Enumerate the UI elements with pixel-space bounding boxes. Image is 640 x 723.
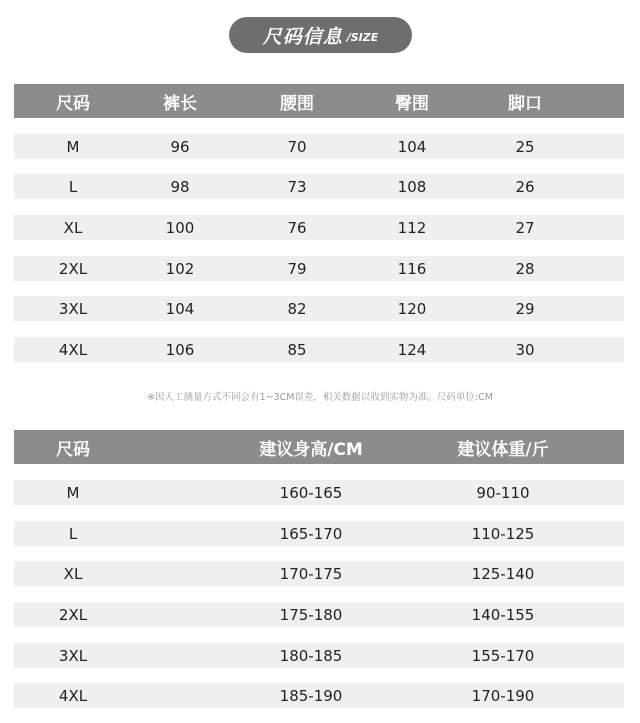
table-cell: 73: [287, 177, 307, 196]
table-cell: 29: [515, 299, 535, 318]
table-row: [14, 602, 624, 627]
table-cell: M: [66, 137, 80, 156]
table-cell: 165-170: [279, 524, 343, 543]
table-cell: 2XL: [58, 605, 88, 624]
table-row: [14, 215, 624, 240]
size-info-title-pill: [229, 17, 412, 53]
table-cell: M: [66, 483, 80, 502]
table-cell: 120: [397, 299, 427, 318]
table-header: [14, 84, 624, 118]
table-row: [14, 174, 624, 199]
table-cell: 98: [170, 177, 190, 196]
table-row: [14, 521, 624, 546]
table-row: [14, 480, 624, 505]
table-cell: 104: [397, 137, 427, 156]
table-cell: 160-165: [279, 483, 343, 502]
table-row: [14, 296, 624, 321]
table-cell: 100: [165, 218, 195, 237]
table-cell: XL: [63, 218, 83, 237]
title-en: /SIZE: [346, 31, 379, 44]
table-cell: 185-190: [279, 686, 343, 705]
table-cell: 175-180: [279, 605, 343, 624]
header-cell: 建议体重/斤: [457, 439, 549, 460]
table-row: [14, 134, 624, 159]
header-cell: 尺码: [56, 439, 90, 460]
table-cell: 96: [170, 137, 190, 156]
table-cell: 2XL: [58, 259, 88, 278]
table-cell: 108: [397, 177, 427, 196]
table-cell: 106: [165, 340, 195, 359]
table-cell: 30: [515, 340, 535, 359]
table-cell: 102: [165, 259, 195, 278]
table-cell: 170-190: [471, 686, 535, 705]
table-cell: 116: [397, 259, 427, 278]
table-cell: 25: [515, 137, 535, 156]
table-cell: 155-170: [471, 646, 535, 665]
table-cell: 85: [287, 340, 307, 359]
table-cell: 3XL: [58, 646, 88, 665]
table-cell: 170-175: [279, 564, 343, 583]
title-zh: 尺码信息: [262, 25, 343, 48]
table-cell: 124: [397, 340, 427, 359]
table-cell: L: [68, 524, 78, 543]
table-cell: 112: [397, 218, 427, 237]
table-header: [14, 430, 624, 464]
table-cell: 180-185: [279, 646, 343, 665]
table-row: [14, 643, 624, 668]
table-cell: 4XL: [58, 340, 88, 359]
table-row: [14, 337, 624, 362]
header-cell: 裤长: [163, 93, 197, 114]
measurement-note: ※因人工测量方式不同会有1~3CM误差，相关数据以收到实物为准。尺码单位:CM: [147, 392, 493, 403]
table-cell: 79: [287, 259, 307, 278]
table-cell: 90-110: [476, 483, 530, 502]
table-cell: L: [68, 177, 78, 196]
table-cell: XL: [63, 564, 83, 583]
header-cell: 腰围: [280, 93, 314, 114]
table-cell: 110-125: [471, 524, 535, 543]
header-cell: 臀围: [395, 93, 429, 114]
header-cell: 建议身高/CM: [259, 439, 363, 460]
table-cell: 28: [515, 259, 535, 278]
table-cell: 125-140: [471, 564, 535, 583]
table-cell: 76: [287, 218, 307, 237]
table-cell: 82: [287, 299, 307, 318]
header-cell: 尺码: [56, 93, 90, 114]
header-cell: 脚口: [508, 93, 542, 114]
table-cell: 4XL: [58, 686, 88, 705]
table-row: [14, 256, 624, 281]
table-row: [14, 683, 624, 708]
table-cell: 70: [287, 137, 307, 156]
table-cell: 26: [515, 177, 535, 196]
table-cell: 3XL: [58, 299, 88, 318]
table-cell: 104: [165, 299, 195, 318]
table-row: [14, 561, 624, 586]
table-cell: 27: [515, 218, 535, 237]
table-cell: 140-155: [471, 605, 535, 624]
